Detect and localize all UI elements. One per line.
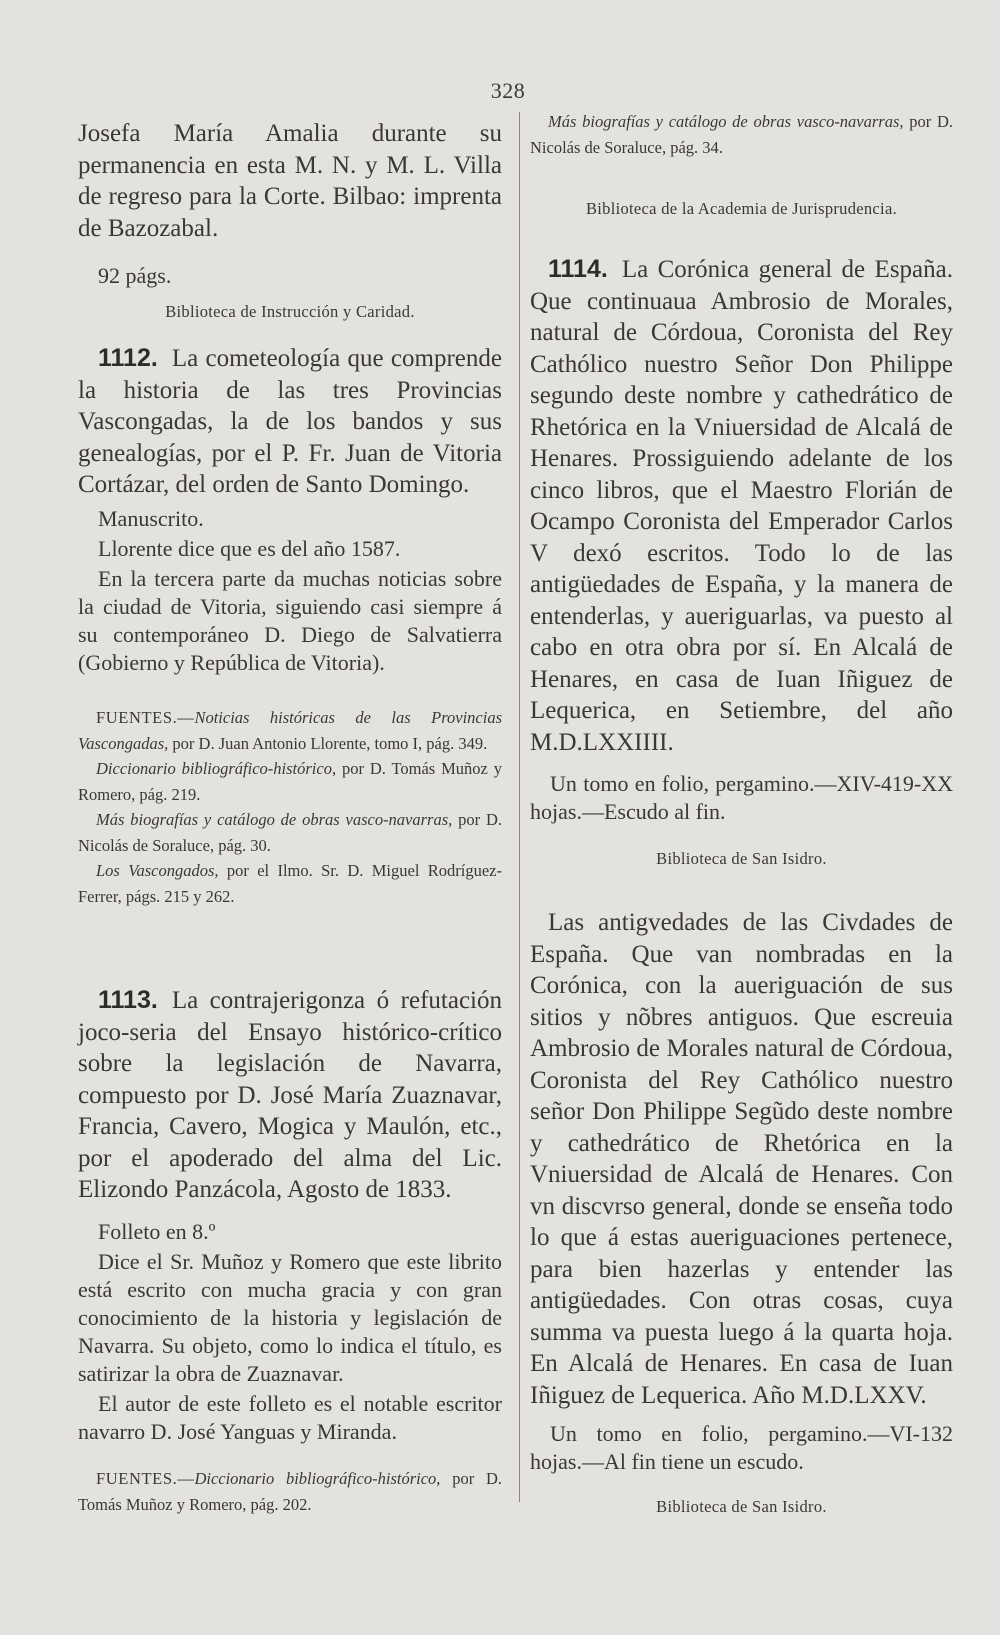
source-detail: por el Ilmo. Sr. D. Miguel Rodríguez-Ferrer, págs. 215 y 262. [78,861,502,906]
entry-antigvedades-title: Las antigvedades de las Civdades de España. Que van nombradas en la Corónica, con la aueriguación de sus sitios y nõbres antiguos. Que escreuia Ambrosio de Morales natural de Córdoua, Coronista del Rey Cathólico nuestro señor Don Philippe Segũdo deste nombre y cathedrático de Rhetórica en la Vniuersidad de Alcalá de Henares. Con vn discvrso general, donde se enseña todo lo que á estas aueriguaciones pertenece, para bien hazerlas y entender las antigüedades. Con otras cosas, cuya summa va puesta luego á la quarta hoja. En Alcalá de Henares. En casa de Iuan Iñiguez de Lequerica. Año M.D.LXXV. [530,909,953,1409]
source-detail: por D. Tomás Muñoz y Romero, pág. 202. [78,1469,502,1514]
entry-format: Manuscrito. [98,506,204,531]
entry-note: Dice el Sr. Muñoz y Romero que este librito está escrito con mucha gracia y con gran conocimiento de la historia y legislación de Navarra. Su objeto, como lo indica el título, es satirizar la obra de Zuaznavar. [78,1249,502,1386]
intro-pages [78,262,502,290]
entry-antigvedades-library [530,1494,953,1520]
entry-1112-title [78,343,502,501]
sources-label: FUENTES.— [96,708,195,727]
source-title: Más biografías y catálogo de obras vasco-navarras, [548,112,904,131]
source-entry [78,858,502,909]
intro-library [78,299,502,325]
entry-note: En la tercera parte da muchas noticias sobre la ciudad de Vitoria, siguiendo casi siempre á su contemporáneo D. Diego de Salvatierra (Gobierno y República de Vitoria). [78,566,502,675]
source-title: Diccionario bibliográfico-histórico, [96,759,337,778]
column-divider [519,112,520,1502]
entry-format: Un tomo en folio, pergamino.—XIV-419-XX hojas.—Escudo al fin. [530,771,953,824]
entry-title: La cometeología que comprende la historia de las tres Provincias Vascongadas, la de los bandos y sus genealogías, por el P. Fr. Juan de Vitoria Cortázar, del orden de Santo Domingo. [78,345,502,498]
entry-number: 1114. [548,255,608,283]
source-entry [78,705,502,756]
source-detail: por D. Juan Antonio Llorente, tomo I, pág. 349. [168,733,488,753]
library-line: Biblioteca de San Isidro. [656,1497,827,1516]
pages-count: 92 págs. [98,263,172,288]
entry-1112-details [78,505,502,677]
source-detail: por D. Nicolás de Soraluce, pág. 34. [530,112,953,157]
source-title: Los Vascongados, [96,861,219,880]
source-entry [78,756,502,807]
entry-note: Llorente dice que es del año 1587. [98,536,401,561]
source-detail: por D. Nicolás de Soraluce, pág. 30. [78,810,502,855]
entry-format: Folleto en 8.º [98,1219,216,1244]
entry-1114 [530,254,953,758]
entry-title: La contrajerigonza ó refutación joco-seria del Ensayo histórico-crítico sobre la legislación de Navarra, compuesto por D. José María Zuaznavar, Francia, Cavero, Mogica y Maulón, etc., por el apoderado del alma del Lic. Elizondo Panzácola, Agosto de 1833. [78,987,502,1203]
entry-title: La Corónica general de España. Que continuaua Ambrosio de Morales, natural de Córdoua, Coronista del Rey Cathólico nuestro Señor Don Philippe segundo deste nombre y cathedrático de Rhetórica en la Vniuersidad de Alcalá de Henares. Prossiguiendo adelante de los cinco libros, que el Maestro Florián de Ocampo Coronista del Emperador Carlos V dexó escritos. Todo lo de las antigüedades de España, y la manera de entenderlas, y aueriguarlas, va puesto al cabo en otra obra por sí. En Alcalá de Henares, en casa de Iuan Iñiguez de Lequerica, en Setiembre, del año M.D.LXXIIII. [530,256,953,756]
source-detail: por D. Tomás Muñoz y Romero, pág. 219. [78,759,502,804]
carry-library [530,196,953,222]
library-line: Biblioteca de San Isidro. [656,849,827,868]
source-entry [78,807,502,858]
intro-entry-continuation [78,118,502,244]
entry-antigvedades [530,907,953,1411]
library-line: Biblioteca de la Academia de Jurisprudencia. [585,199,897,218]
entry-format: Un tomo en folio, pergamino.—VI-132 hojas.—Al fin tiene un escudo. [530,1421,953,1474]
entry-1113-sources [78,1466,502,1517]
entry-1113 [78,985,502,1206]
source-entry [530,109,953,160]
sources-label: FUENTES.— [96,1469,195,1488]
source-entry [78,1466,502,1517]
entry-number: 1113. [98,986,158,1014]
entry-1112 [78,343,502,501]
entry-antigvedades-format [530,1420,953,1476]
source-title: Diccionario bibliográfico-histórico, [194,1469,441,1488]
entry-number: 1112. [98,344,158,372]
intro-text: Josefa María Amalia durante su permanencia en esta M. N. y M. L. Villa de regreso para la Corte. Bilbao: imprenta de Bazozabal. [78,120,502,242]
source-title: Más biografías y catálogo de obras vasco-navarras, [96,810,453,829]
entry-1112-sources [78,705,502,909]
carry-source [530,109,953,160]
page-number: 328 [490,78,526,103]
entry-note: El autor de este folleto es el notable escritor navarro D. José Yanguas y Miranda. [78,1391,502,1444]
entry-1114-library [530,846,953,872]
entry-1113-title [78,985,502,1206]
entry-1113-details [78,1218,502,1446]
entry-1114-title [530,254,953,758]
library-line: Biblioteca de Instrucción y Caridad. [165,302,415,321]
entry-1114-format [530,770,953,826]
source-title: Noticias históricas de las Provincias Vascongadas, [78,708,502,753]
